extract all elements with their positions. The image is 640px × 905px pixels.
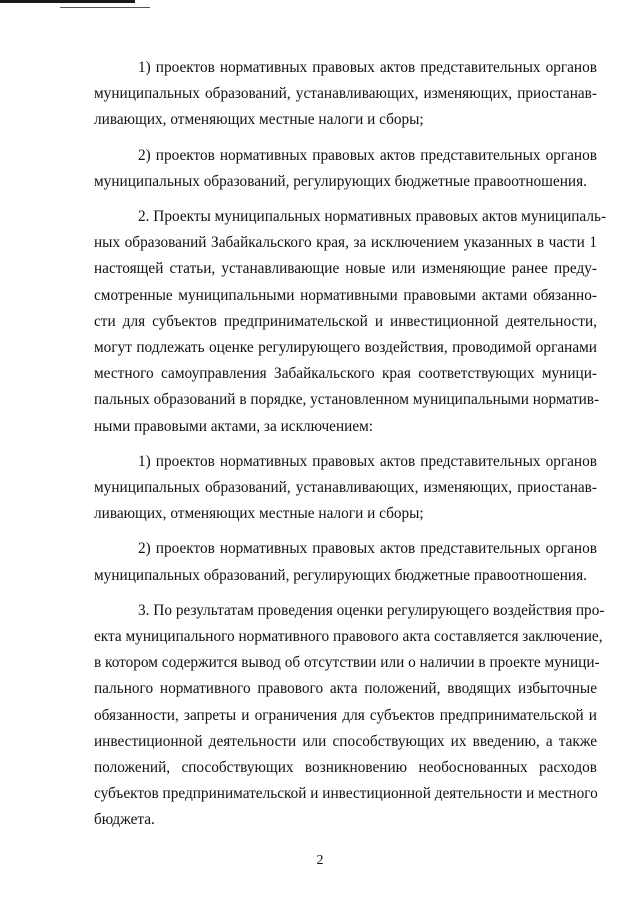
paragraph-line: бюджета. — [94, 811, 155, 829]
paragraph-line: в котором содержится вывод об отсутствии или о наличии в проекте муници- — [94, 654, 600, 672]
paragraph-line: ливающих, отменяющих местные налоги и сборы; — [94, 111, 424, 129]
paragraph-line: настоящей статьи, устанавливающие новые или изменяющие ранее преду- — [94, 260, 597, 278]
paragraph-line: 2. Проекты муниципальных нормативных правовых актов муниципаль- — [138, 208, 607, 226]
paragraph-line: 3. По результатам проведения оценки регулирующего воздействия про- — [138, 601, 605, 619]
paragraph-line: муниципальных образований, устанавливающих, изменяющих, приостанав- — [94, 479, 597, 497]
paragraph-line: ных образований Забайкальского края, за исключением указанных в части 1 — [94, 234, 597, 252]
paragraph-line: 1) проектов нормативных правовых актов представительных органов — [138, 452, 597, 470]
document-body — [94, 55, 607, 834]
page-number: 2 — [316, 853, 324, 868]
paragraph-line: ными правовыми актами, за исключением: — [94, 417, 374, 435]
scan-corner-mark — [0, 0, 150, 14]
paragraph-line: муниципальных образований, регулирующих бюджетные правоотношения. — [94, 566, 587, 584]
paragraph-line: пальных образований в порядке, установленном муниципальными норматив- — [94, 391, 600, 409]
paragraph-line: могут подлежать оценке регулирующего воздействия, проводимой органами — [94, 339, 597, 357]
paragraph-line: местного самоуправления Забайкальского края соответствующих муници- — [94, 365, 597, 383]
paragraph-line: екта муниципального нормативного правового акта составляется заключение, — [94, 628, 603, 646]
paragraph-line: 2) проектов нормативных правовых актов представительных органов — [138, 146, 597, 164]
paragraph-line: инвестиционной деятельности или способствующих их введению, а также — [94, 732, 597, 750]
scan-mark-thick-line — [0, 0, 135, 3]
paragraph-line: субъектов предпринимательской и инвестиционной деятельности и местного — [94, 785, 598, 803]
paragraph-line: ливающих, отменяющих местные налоги и сборы; — [94, 505, 424, 523]
scan-mark-thin-line — [60, 7, 150, 8]
paragraph — [94, 143, 597, 195]
paragraph — [94, 536, 597, 588]
paragraph-line: сти для субъектов предпринимательской и инвестиционной деятельности, — [94, 312, 597, 330]
paragraph — [94, 449, 597, 528]
paragraph — [94, 55, 597, 134]
paragraph-line: обязанности, запреты и ограничения для субъектов предпринимательской и — [94, 706, 597, 724]
paragraph — [94, 204, 607, 440]
paragraph-line: муниципальных образований, устанавливающих, изменяющих, приостанав- — [94, 85, 597, 103]
paragraph-line: 1) проектов нормативных правовых актов представительных органов — [138, 59, 597, 76]
paragraph-line: 2) проектов нормативных правовых актов представительных органов — [138, 540, 597, 558]
paragraph — [94, 598, 605, 834]
paragraph-line: смотренные муниципальными нормативными правовыми актами обязанно- — [94, 286, 597, 304]
paragraph-line: положений, способствующих возникновению необоснованных расходов — [94, 759, 597, 777]
paragraph-line: пального нормативного правового акта положений, вводящих избыточные — [94, 680, 597, 698]
paragraph-line: муниципальных образований, регулирующих бюджетные правоотношения. — [94, 172, 587, 190]
